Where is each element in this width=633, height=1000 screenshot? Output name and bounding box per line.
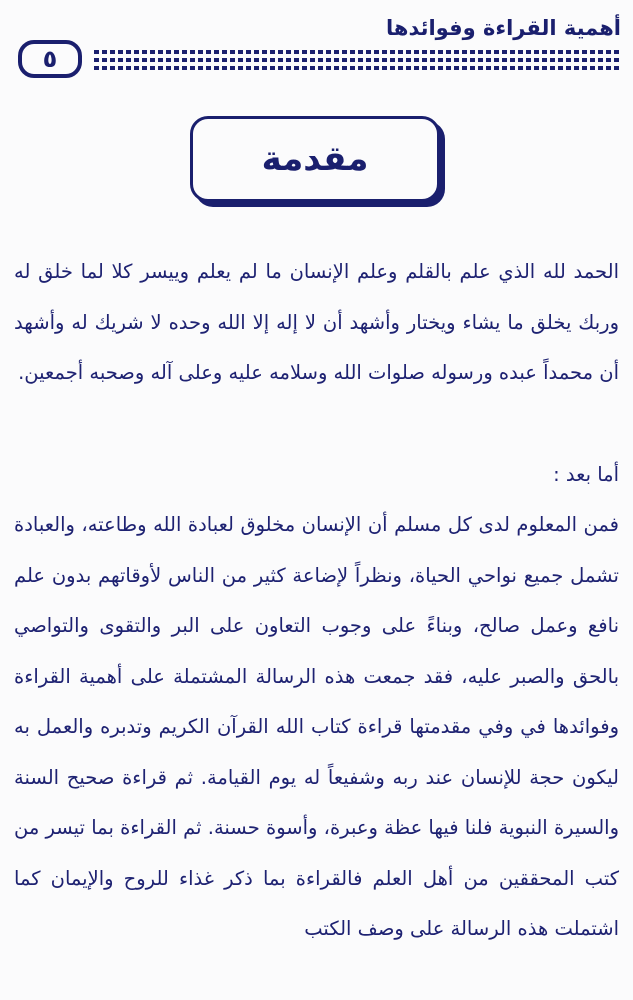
section-title-box: مقدمة	[190, 116, 440, 202]
header-divider-line	[94, 66, 621, 70]
after-greeting-line: أما بعد :	[553, 463, 619, 486]
header-divider-line	[94, 50, 621, 54]
body-paragraph: فمن المعلوم لدى كل مسلم أن الإنسان مخلوق لعبادة الله وطاعته، والعبادة تشمل جميع نواحي الحياة، ونظراً لإضاعة كثير من الناس لأوقاتهم بدون علم نافع وعمل صالح، وبناءً على وجوب التعاون على البر والتقوى والتواصي بالحق والصبر عليه، فقد جمعت هذه الرسالة المشتملة على أهمية القراءة وفوائدها في وفي مقدمتها قراءة كتاب الله القرآن الكريم وتدبره والعمل به ليكون حجة للإنسان عند ربه وشفيعاً له يوم القيامة. ثم قراءة صحيح السنة والسيرة النبوية فلنا فيها عظة وعبرة، وأسوة حسنة. ثم القراءة بما تيسر من كتب المحققين من أهل العلم فالقراءة بما ذكر غذاء للروح والإيمان كما اشتملت هذه الرسالة على وصف الكتب	[14, 513, 619, 940]
page-number-badge: ٥	[18, 40, 82, 78]
running-header-title: أهمية القراءة وفوائدها	[386, 16, 621, 40]
body-paragraph: الحمد لله الذي علم بالقلم وعلم الإنسان ما لم يعلم وييسر كلا لما خلق له وربك يخلق ما يشاء ويختار وأشهد أن لا إله إلا الله وحده لا شريك له وأشهد أن محمداً عبده ورسوله صلوات الله وسلامه عليه وعلى آله وصحبه أجمعين.	[14, 260, 619, 384]
header-divider-line	[94, 58, 621, 62]
